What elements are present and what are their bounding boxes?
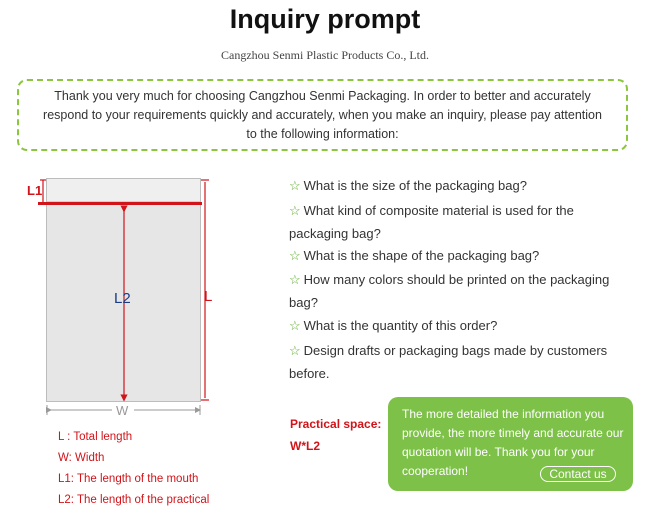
star-icon: ☆ [289,178,301,193]
cta-box [388,397,633,491]
star-icon: ☆ [289,248,301,263]
star-icon: ☆ [289,272,301,287]
star-icon: ☆ [289,343,301,358]
company-subtitle: Cangzhou Senmi Plastic Products Co., Ltd. [221,48,429,62]
question-item [289,200,629,245]
question-text: What kind of composite material is used for the packaging bag? [289,203,574,241]
question-text: Design drafts or packaging bags made by customers before. [289,343,608,381]
intro-text: Thank you very much for choosing Cangzhou Senmi Packaging. In order to better and accurately respond to your requirements quickly and accurately, when you make an inquiry, please pay attention to the following information: [43,88,602,141]
legend-mouth-length: L1: The length of the mouth [58,473,199,485]
star-icon: ☆ [289,203,301,218]
contact-us-button[interactable]: Contact us [540,466,616,482]
practical-formula: W*L2 [290,439,320,453]
practical-label: Practical space: [290,417,382,431]
label-l1: L1 [27,183,43,198]
page-title: Inquiry prompt [229,4,421,34]
cta-text: The more detailed the information you provide, the more timely and accurate our quotation will be. Thank you for your cooperation! [402,407,624,478]
label-l2: L2 [114,290,131,307]
question-item [289,245,629,268]
question-text: What is the size of the packaging bag? [303,178,527,193]
question-text: What is the quantity of this order? [303,318,498,333]
question-item [289,340,629,385]
question-item [289,175,629,198]
question-item [289,315,629,338]
label-l: L [204,288,213,305]
question-text: How many colors should be printed on the packaging bag? [289,272,610,310]
legend-width: W: Width [58,452,105,464]
practical-space [290,413,381,457]
question-text: What is the shape of the packaging bag? [303,248,540,263]
legend-practical-length: L2: The length of the practical [58,494,210,506]
question-item [289,269,629,314]
star-icon: ☆ [289,318,301,333]
legend-total-length: L : Total length [58,431,133,443]
label-w: W [116,403,129,418]
